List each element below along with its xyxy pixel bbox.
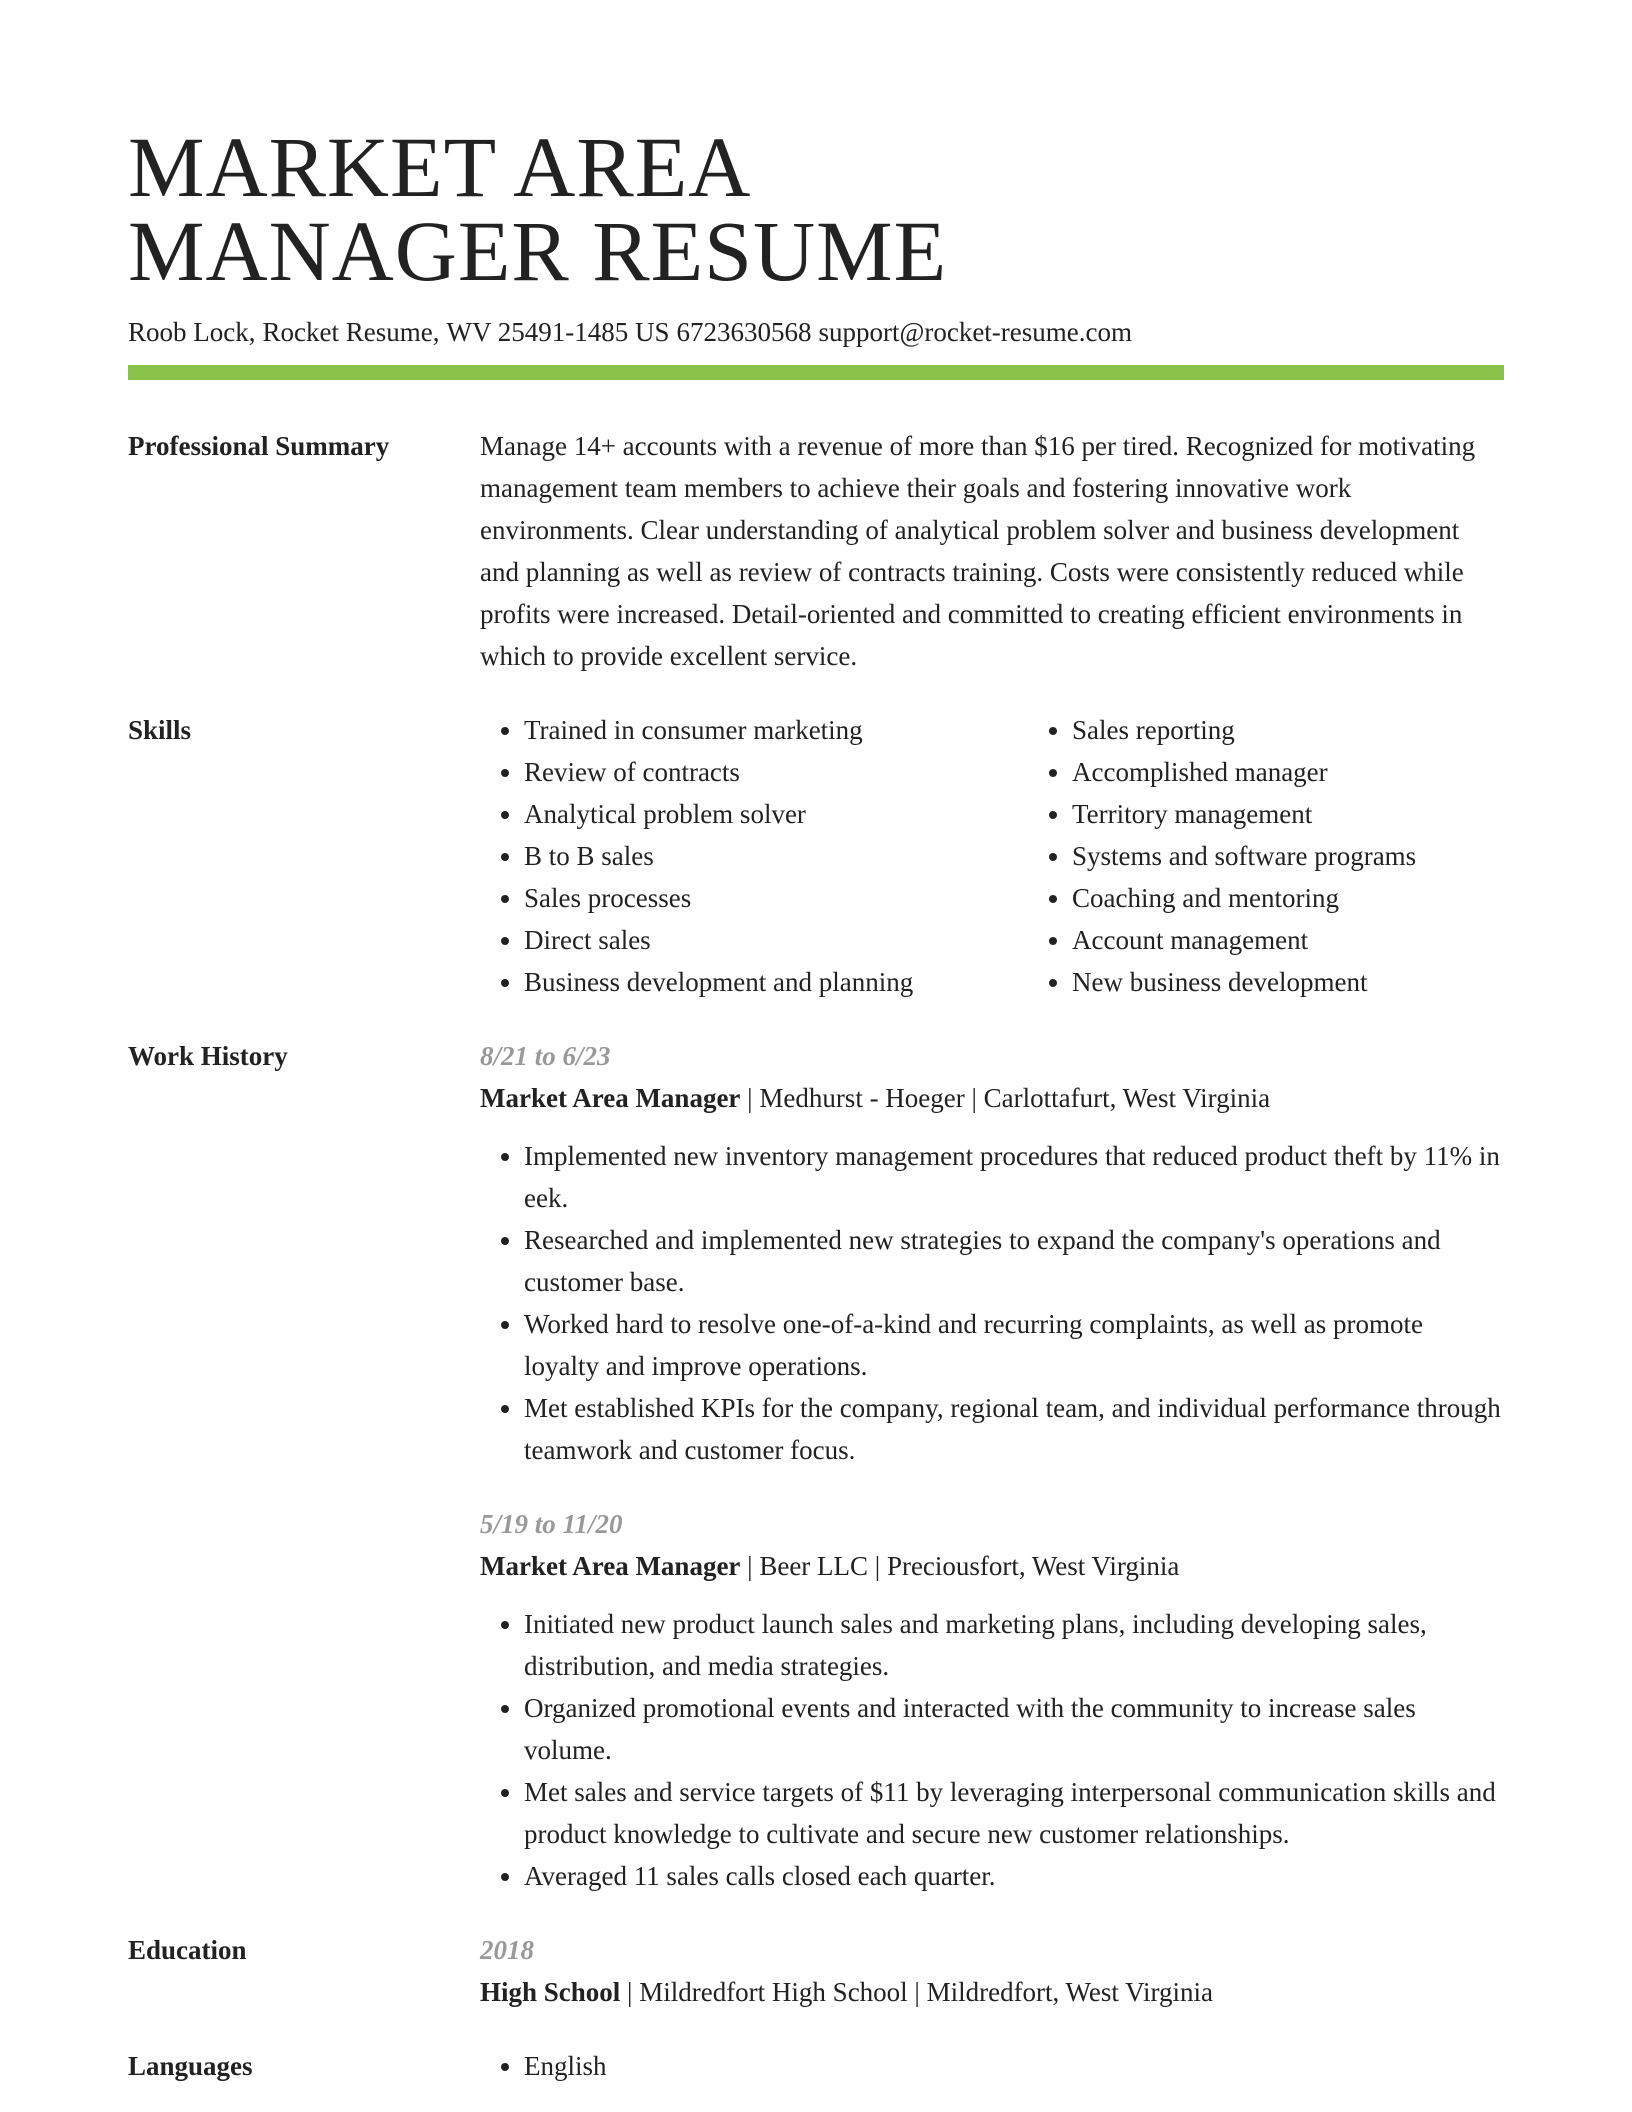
resume-title xyxy=(128,119,1504,299)
title-line-2: MANAGER RESUME xyxy=(128,203,948,299)
skill-item: • Account management xyxy=(1072,919,1504,961)
title-line-1: MARKET AREA xyxy=(128,119,752,215)
education-degree: High School xyxy=(480,1977,621,2007)
summary-text: Manage 14+ accounts with a revenue of more than $16 per tired. Recognized for motivating management team members to achieve their goals and fostering innovative work environments. Clear understanding of analytical problem solver and business development and planning as well as review of contracts training. Costs were consistently reduced while profits were increased. Detail-oriented and committed to creating efficient environments in which to provide excellent service. xyxy=(480,431,1476,671)
skill-item: • Direct sales xyxy=(524,919,1028,961)
skills-list-right xyxy=(1028,709,1504,1003)
languages-list xyxy=(480,2045,1504,2087)
skill-item: • Review of contracts xyxy=(524,751,1028,793)
job-bullet: • Initiated new product launch sales and marketing plans, including developing sales, distribution, and media strategies. xyxy=(524,1603,1504,1687)
contact-email: support@rocket-resume.com xyxy=(818,317,1133,347)
skill-item: • Territory management xyxy=(1072,793,1504,835)
skills-list-left xyxy=(480,709,1028,1003)
work-history-body xyxy=(480,1035,1504,1897)
skills-columns xyxy=(480,709,1504,1003)
accent-divider xyxy=(128,365,1504,380)
summary-heading: Professional Summary xyxy=(128,431,390,461)
skill-item: • Trained in consumer marketing xyxy=(524,709,1028,751)
skill-item: • Sales processes xyxy=(524,877,1028,919)
education-section xyxy=(128,1929,1504,2013)
job-bullet: • Averaged 11 sales calls closed each quarter. xyxy=(524,1855,1504,1897)
job-bullet: • Organized promotional events and interacted with the community to increase sales volume. xyxy=(524,1687,1504,1771)
languages-section xyxy=(128,2045,1504,2087)
job-bullet: • Researched and implemented new strategies to expand the company's operations and customer base. xyxy=(524,1219,1504,1303)
contact-address: WV 25491-1485 US xyxy=(446,317,670,347)
contact-name: Roob Lock, xyxy=(128,317,256,347)
job-title: Market Area Manager xyxy=(480,1083,741,1113)
education-year: 2018 xyxy=(480,1935,534,1965)
contact-line xyxy=(128,315,1504,349)
skill-item: • Sales reporting xyxy=(1072,709,1504,751)
resume-page xyxy=(128,119,1504,2087)
job-dates: 8/21 to 6/23 xyxy=(480,1041,611,1071)
job-title-line xyxy=(480,1077,1504,1119)
skill-item: • Business development and planning xyxy=(524,961,1028,1003)
work-history-heading: Work History xyxy=(128,1041,288,1071)
job-title: Market Area Manager xyxy=(480,1551,741,1581)
skill-item: • New business development xyxy=(1072,961,1504,1003)
summary-section xyxy=(128,425,1504,677)
education-line xyxy=(480,1971,1504,2013)
skill-item: • B to B sales xyxy=(524,835,1028,877)
education-heading: Education xyxy=(128,1935,247,1965)
job-dates: 5/19 to 11/20 xyxy=(480,1509,623,1539)
skill-item: • Analytical problem solver xyxy=(524,793,1028,835)
skill-item: • Accomplished manager xyxy=(1072,751,1504,793)
languages-heading: Languages xyxy=(128,2051,253,2081)
job-entry xyxy=(480,1503,1504,1897)
job-bullet: • Worked hard to resolve one-of-a-kind and recurring complaints, as well as promote loyalty and improve operations. xyxy=(524,1303,1504,1387)
skill-item: • Systems and software programs xyxy=(1072,835,1504,877)
contact-company: Rocket Resume, xyxy=(262,317,440,347)
job-entry xyxy=(480,1035,1504,1471)
job-bullet: • Implemented new inventory management procedures that reduced product theft by 11% in eek. xyxy=(524,1135,1504,1219)
skills-section xyxy=(128,709,1504,1003)
job-employer-location: | Medhurst - Hoeger | Carlottafurt, West Virginia xyxy=(740,1083,1271,1113)
education-school-location: | Mildredfort High School | Mildredfort, West Virginia xyxy=(620,1977,1214,2007)
languages-body xyxy=(480,2045,1504,2087)
job-bullets xyxy=(480,1603,1504,1897)
work-history-section xyxy=(128,1035,1504,1897)
job-title-line xyxy=(480,1545,1504,1587)
job-bullet: • Met established KPIs for the company, regional team, and individual performance through teamwork and customer focus. xyxy=(524,1387,1504,1471)
job-employer-location: | Beer LLC | Preciousfort, West Virginia xyxy=(740,1551,1180,1581)
language-item: • English xyxy=(524,2045,1504,2087)
contact-phone: 6723630568 xyxy=(676,317,812,347)
skills-heading: Skills xyxy=(128,715,192,745)
job-bullets xyxy=(480,1135,1504,1471)
education-body xyxy=(480,1929,1504,2013)
skill-item: • Coaching and mentoring xyxy=(1072,877,1504,919)
job-bullet: • Met sales and service targets of $11 by leveraging interpersonal communication skills and product knowledge to cultivate and secure new customer relationships. xyxy=(524,1771,1504,1855)
